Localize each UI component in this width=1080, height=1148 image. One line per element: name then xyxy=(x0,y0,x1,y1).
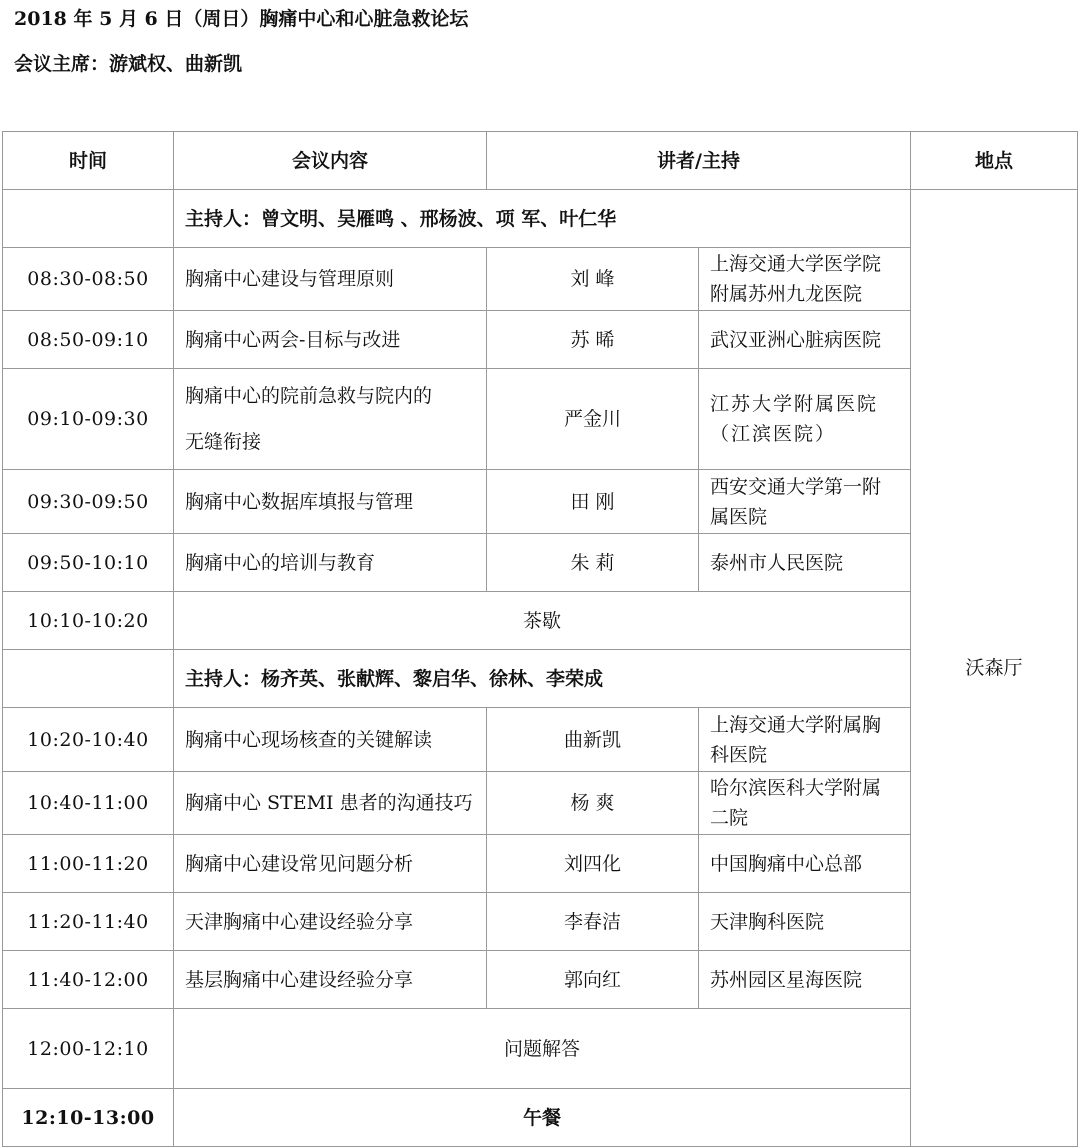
venue-cell: 沃森厅 xyxy=(911,190,1078,1147)
conference-chairs: 会议主席：游斌权、曲新凯 xyxy=(14,53,243,75)
session-affiliation xyxy=(699,772,911,835)
session-topic: 胸痛中心的培训与教育 xyxy=(174,534,487,592)
session-time: 08:30-08:50 xyxy=(3,248,174,311)
session-time: 10:40-11:00 xyxy=(3,772,174,835)
header-time: 时间 xyxy=(3,132,174,190)
session-speaker: 李春洁 xyxy=(487,893,699,951)
session-time: 11:20-11:40 xyxy=(3,893,174,951)
affiliation-line-1: 西安交通大学第一附 xyxy=(710,475,882,498)
session-time: 09:50-10:10 xyxy=(3,534,174,592)
host-row-1 xyxy=(3,190,1078,248)
session-time: 11:00-11:20 xyxy=(3,835,174,893)
session-speaker: 杨 爽 xyxy=(487,772,699,835)
session-affiliation: 泰州市人民医院 xyxy=(699,534,911,592)
time-cell-empty xyxy=(3,650,174,708)
session-topic: 胸痛中心两会-目标与改进 xyxy=(174,311,487,369)
session-topic: 胸痛中心 STEMI 患者的沟通技巧 xyxy=(174,772,487,835)
session-affiliation xyxy=(699,708,911,772)
affiliation-line-1: 上海交通大学附属胸 xyxy=(710,713,882,736)
affiliation-line-1: 江苏大学附属医院 xyxy=(710,393,879,415)
affiliation-line-2: 二院 xyxy=(710,807,749,829)
session-affiliation xyxy=(699,369,911,470)
session-time: 10:20-10:40 xyxy=(3,708,174,772)
break-label: 茶歇 xyxy=(174,592,911,650)
header-content: 会议内容 xyxy=(174,132,487,190)
host-list-1: 主持人：曾文明、吴雁鸣 、邢杨波、项 军、叶仁华 xyxy=(174,190,911,248)
session-topic: 胸痛中心建设常见问题分析 xyxy=(174,835,487,893)
session-time: 10:10-10:20 xyxy=(3,592,174,650)
session-speaker: 刘四化 xyxy=(487,835,699,893)
session-topic: 胸痛中心建设与管理原则 xyxy=(174,248,487,311)
agenda-table xyxy=(2,131,1078,1147)
session-speaker: 严金川 xyxy=(487,369,699,470)
session-topic xyxy=(174,369,487,470)
affiliation-line-2: 科医院 xyxy=(710,743,768,766)
host-list-2: 主持人：杨齐英、张献辉、黎启华、徐林、李荣成 xyxy=(174,650,911,708)
topic-line-1: 胸痛中心的院前急救与院内的 xyxy=(185,385,433,407)
affiliation-line-1: 哈尔滨医科大学附属 xyxy=(710,777,882,799)
session-topic: 胸痛中心现场核查的关键解读 xyxy=(174,708,487,772)
session-time: 09:10-09:30 xyxy=(3,369,174,470)
header-speaker: 讲者/主持 xyxy=(487,132,911,190)
header-venue: 地点 xyxy=(911,132,1078,190)
session-time: 09:30-09:50 xyxy=(3,470,174,534)
session-time: 12:10-13:00 xyxy=(3,1089,174,1147)
affiliation-line-2: 附属苏州九龙医院 xyxy=(710,283,863,305)
session-speaker: 刘 峰 xyxy=(487,248,699,311)
session-affiliation: 苏州园区星海医院 xyxy=(699,951,911,1009)
session-affiliation xyxy=(699,248,911,311)
session-affiliation: 天津胸科医院 xyxy=(699,893,911,951)
session-speaker: 曲新凯 xyxy=(487,708,699,772)
qa-label: 问题解答 xyxy=(174,1009,911,1089)
session-time: 08:50-09:10 xyxy=(3,311,174,369)
session-topic: 天津胸痛中心建设经验分享 xyxy=(174,893,487,951)
session-time: 11:40-12:00 xyxy=(3,951,174,1009)
session-affiliation xyxy=(699,470,911,534)
session-affiliation: 武汉亚洲心脏病医院 xyxy=(699,311,911,369)
session-topic: 基层胸痛中心建设经验分享 xyxy=(174,951,487,1009)
page-title: 2018 年 5 月 6 日（周日）胸痛中心和心脏急救论坛 xyxy=(14,8,469,30)
session-affiliation: 中国胸痛中心总部 xyxy=(699,835,911,893)
topic-line-2: 无缝衔接 xyxy=(185,431,262,453)
session-speaker: 朱 莉 xyxy=(487,534,699,592)
lunch-label: 午餐 xyxy=(174,1089,911,1147)
time-cell-empty xyxy=(3,190,174,248)
table-header-row xyxy=(3,132,1078,190)
session-speaker: 田 刚 xyxy=(487,470,699,534)
session-time: 12:00-12:10 xyxy=(3,1009,174,1089)
affiliation-line-1: 上海交通大学医学院 xyxy=(710,253,882,275)
affiliation-line-2: （江滨医院） xyxy=(710,423,837,445)
session-topic: 胸痛中心数据库填报与管理 xyxy=(174,470,487,534)
session-speaker: 郭向红 xyxy=(487,951,699,1009)
session-speaker: 苏 晞 xyxy=(487,311,699,369)
affiliation-line-2: 属医院 xyxy=(710,505,768,528)
